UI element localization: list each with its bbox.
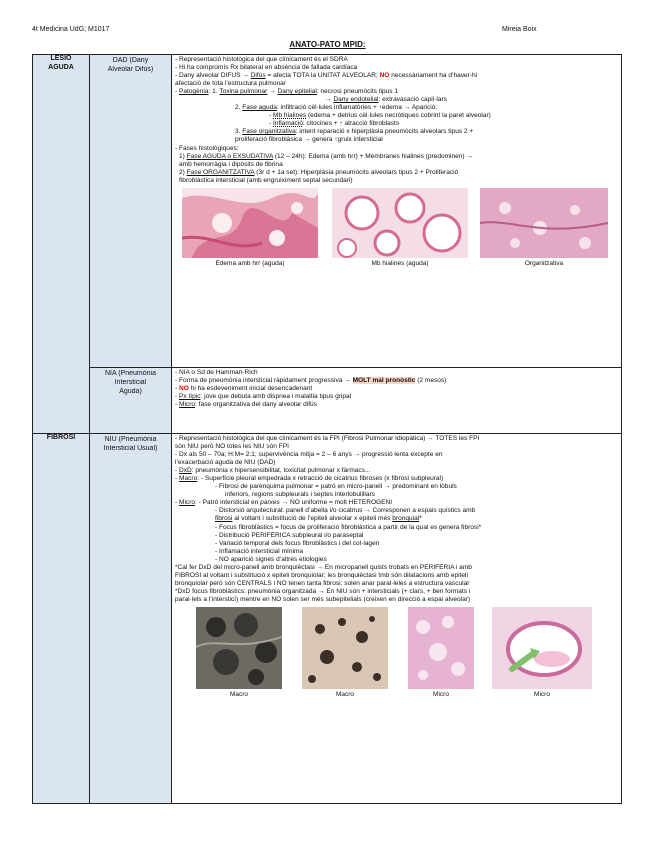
- dad-content: - Representació histològica del que clínicament és el SDRA - Hi ha compromís Rx bilateral en absència de fallada cardíaca - Dany alveolar DIFÚS → Difús = afecta TOTA la UNITAT ALVEOLAR; NO necessàriament ha d’haver-hi afectació de tota l’estructura pulmonar - Patogènia: 1. Toxina pulmonar → Dany epitelial: necrosi pneumòcits tipus 1 → Dany endotelial: extravasació capil·lars 2. Fase aguda: infiltració cèl·lules inflamatòries + ↑edema → Aparició: - Mb hialines (edema + detrius cèl·lules necròtiques cobrint la paret alveolar) - Inflamació: citocines + ↑ atracció fibroblasts 3. Fase organitzativa: intent reparació x hiperplàsia pneumòcits alveolars tipus 2 + proliferació fibroblàsica → genera ↑gruix intersticial - Fases histològiques: 1) Fase AGUDA o EXSUDATIVA (12 – 24h): Edema (amb hrr) + Membranes hialines (predominen) → amb hemorràgia i dipòsits de fibrina 2) Fase ORGANITZATIVA (3r d + 1a set): Hiperplàsia pneumòcits alveolars tipus 2 + Proliferació fibroblàstica intersticial (amb engruiximent septal secundari) Edema amb hrr (aguda) Mb hialines (aguda) Organitzativa: [172, 55, 622, 368]
- figure-macro-2: [295, 607, 395, 699]
- figure-organizing: [475, 188, 613, 268]
- figure-edema: [175, 188, 325, 268]
- dad-image-row: [175, 188, 618, 268]
- caption-micro-1: Micro: [433, 690, 449, 698]
- caption-hyaline: Mb hialines (aguda): [371, 259, 429, 267]
- niu-content: - Representació histològica del que clínicament és la FPI (Fibrosi Pulmonar Idiopàtica) → TOTES les FPI són NIU però NO totes les NIU són FPI - Dx als 50 – 70a; H:M= 2:1; supervivència mitja = 2 – 6 anys → progressió lenta excepte en l’exacerbació aguda de NIU (DAD) - DxD: pneumònia x hipersensibilitat, toxicitat pulmonar x fàrmacs... - Macro: - Superfície pleural empedrada x retracció de cicatrius fibroses (x fibrosi subpleural) - Fibrosi de parènquima pulmonar = patró en micro-panell → predominant en lòbuls inferiors, regions subpleurals i septes interlobulillars - Micro: - Patró intersticial en parxes → NO uniforme = molt HETEROGENI - Distorsió arquitectural: panell d’abella i/o cicatrius → Corresponen a espais quístics amb fibrosi al voltant i substitució de l’epiteli alveolar x epiteli més bronquial* - Focus fibroblàstics = focus de proliferació fibroblàstica a partir de la qual es genera fibrosi* - Distribució PERIFÈRICA subpleural i/o paraseptal - Variació temporal dels focus fibroblàstics i del col·lagen - Inflamació intersticial mínima - NO aparició signes d’altres etiologies *Cal fer DxD del micro-panell amb bronquièctasi → En micropanell quists trobats en PERIFÈRIA i amb FIBROSI al voltant i substitució x epiteli bronquiolar; les bronquièctasi tmb són dilatacions amb epiteli bronquiolar però són CENTRALS i NO tenen tanta fibrosi; solen anar paral·leles a estructura vascular *DxD focus fibroblàstics: pneumònia organitzada → En NIU són + intersticials (+ clars, + ben formats i paral·lels a l’intersticí) mentre en NO solen ser més subepitelials (creixen en direcció a espai alveolar) Macro Macro Micro Micro: [172, 434, 622, 804]
- macro-lung-section-image: [302, 607, 388, 689]
- caption-organizing: Organitzativa: [524, 259, 564, 267]
- nia-row: [33, 368, 622, 434]
- figure-macro-1: [189, 607, 289, 699]
- figure-micro-1: [401, 607, 481, 699]
- header-author: Mireia Boix: [502, 26, 537, 33]
- niu-label: NIU (Pneumònia Intersticial Usual): [90, 434, 172, 804]
- caption-macro-2: Macro: [335, 690, 355, 698]
- edema-histology-image: [182, 188, 318, 258]
- micro-fibrosis-image: [408, 607, 474, 689]
- figure-hyaline: [325, 188, 475, 268]
- macro-honeycomb-image: [196, 607, 282, 689]
- caption-macro-1: Macro: [229, 690, 249, 698]
- document-title: ANATO-PATO MPID:: [289, 40, 366, 49]
- summary-table: [32, 54, 622, 804]
- page-header: [32, 26, 623, 38]
- caption-edema: Edema amb hrr (aguda): [215, 259, 285, 267]
- nia-label: NIA (Pneumònia Intersticial Aguda): [90, 368, 172, 434]
- caption-micro-2: Micro: [534, 690, 550, 698]
- hyaline-membranes-image: [332, 188, 468, 258]
- dad-label: DAD (Dany Alveolar Difús): [90, 55, 172, 368]
- header-course: 4t Medicina UdG; M1017: [32, 26, 110, 33]
- fibrosi-label: FIBROSI: [33, 434, 90, 804]
- fibrosi-row: [33, 434, 622, 804]
- lesio-aguda-label: LESIÓ AGUDA: [33, 55, 90, 434]
- dad-row: [33, 55, 622, 368]
- figure-micro-2: [487, 607, 597, 699]
- nia-content: - NIA o Sd de Hamman-Rich - Forma de pneumònia intersticial ràpidament progressiva → MOLT mal pronòstic (2 mesos) - NO hi ha esdeveniment inicial desencadenant - Px típic: jove que debuta amb dispnea i malaltia tipus gripal - Micro: fase organitzativa del dany alveolar difús: [172, 368, 622, 434]
- micro-fibroblastic-focus-image: [492, 607, 592, 689]
- organizing-phase-image: [480, 188, 608, 258]
- niu-image-row: [175, 607, 618, 699]
